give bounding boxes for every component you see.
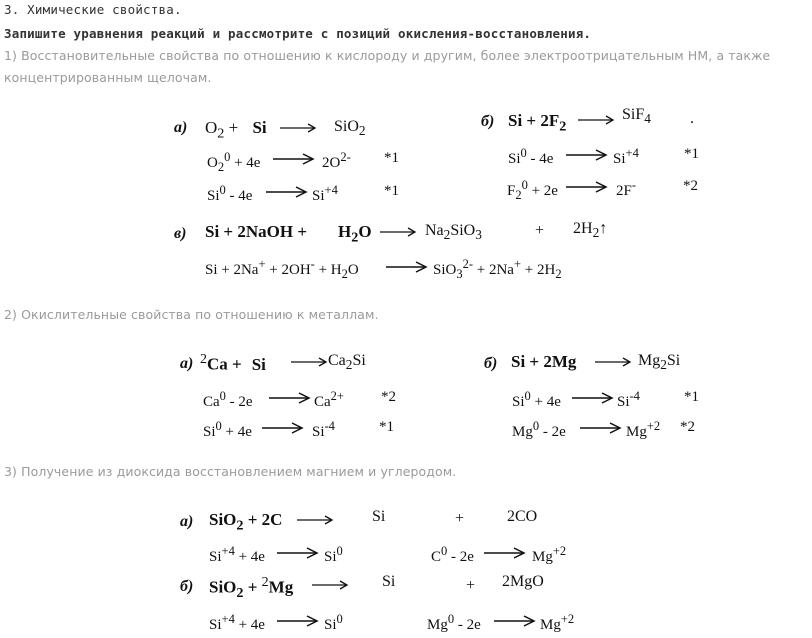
eq-a3-label: а) (180, 513, 194, 530)
eq-a3-reactants: SiO$_2$ + 2C (209, 510, 283, 534)
eq-b3-product-1: Si (382, 573, 396, 590)
eq-a2-reactants: $^2$Ca + Si (200, 352, 266, 374)
eq-a3-product-1: Si (372, 508, 386, 525)
eq-b3-product-2: 2MgO (502, 573, 544, 590)
eq-a2-half2-arrow (262, 421, 304, 435)
subsection-1-line1: 1) Восстановительные свойства по отношению к кислороду и другим, более электроотрицательным НМ, а также (4, 48, 771, 63)
eq-b1-half1: Si$^0$ - 4e (508, 146, 554, 167)
eq-b1-dot: . (690, 110, 694, 127)
eq-b3-half2-arrow (494, 614, 536, 628)
subsection-3: 3) Получение из диоксида восстановлением магнием и углеродом. (4, 464, 457, 479)
eq-a2-label: а) (180, 355, 194, 372)
eq-b3-label: б) (180, 578, 194, 595)
eq-b1-half1-arrow (566, 148, 608, 162)
section-title: 3. Химические свойства. (4, 2, 182, 17)
eq-b3-half2-product: $Mg^{+2}$ (540, 612, 575, 633)
eq-b2-half1-product: $Si^{-4}$ (617, 389, 640, 410)
eq-b3-half1-arrow (277, 614, 319, 628)
eq-a3-half2: $C^0 - 2e$ (431, 544, 474, 565)
eq-b3-reactants: SiO$_2$ + $^2$Mg (209, 575, 294, 602)
eq-b1-half2-product: 2F- (616, 178, 637, 199)
eq-b1-arrow (578, 114, 616, 126)
eq-b2-half2-product: $Mg^{+2}$ (626, 419, 661, 440)
eq-a2-half1-product: $Ca^{2+}$ (314, 389, 344, 410)
eq-b2-arrow (595, 356, 633, 368)
eq-a3-half1-arrow (277, 546, 319, 560)
eq-a2-half2-product: $Si^{-4}$ (312, 419, 335, 440)
eq-a1-half2-arrow (266, 185, 308, 199)
eq-b1-label: б) (481, 113, 495, 130)
eq-a3-half2-arrow (484, 546, 526, 560)
eq-b3-plus: + (466, 577, 476, 594)
eq-a1-label: а) (174, 119, 188, 136)
eq-b1-half2: $F_2^0 + 2e$ (507, 178, 558, 202)
eq-a3-arrow (297, 514, 335, 526)
eq-b2-half2: Mg$^0$ - 2e (512, 419, 566, 440)
eq-a1-half2-product: $Si^{+4}$ (312, 183, 338, 204)
eq-a2-half1-coef: *2 (381, 389, 396, 405)
eq-b3-half1: $Si^{+4} + 4e$ (209, 612, 265, 633)
task-text: Запишите уравнения реакций и рассмотрите с позиций окисления-восстановления. (4, 26, 592, 41)
eq-b2-label: б) (484, 355, 498, 372)
eq-v1-reactants-2: $H_2O$ (338, 222, 372, 246)
eq-a3-half2-product: $Mg^{+2}$ (532, 544, 567, 565)
eq-a1-arrow (280, 122, 318, 134)
eq-v1-product-1: $Na_2SiO_3$ (425, 222, 482, 243)
eq-a2-half2: $Si^0 + 4e$ (203, 419, 252, 440)
eq-a3-plus: + (455, 510, 465, 527)
eq-a1-half1-product: $2O^{2-}$ (322, 150, 351, 171)
eq-v1-ionic-arrow (386, 260, 428, 274)
eq-b2-half1-coef: *1 (684, 389, 699, 405)
eq-v1-label: в) (174, 225, 187, 242)
eq-b1-reactants: $Si + 2F_2$ (508, 111, 567, 135)
eq-v1-plus: + (535, 222, 545, 239)
eq-b3-arrow (312, 579, 350, 591)
eq-v1-reactants-1: Si + 2NaOH + (205, 222, 308, 241)
eq-a3-half1-product: Si$^0$ (324, 544, 343, 565)
eq-b1-half2-arrow (566, 180, 608, 194)
eq-b2-half2-coef: *2 (680, 419, 695, 435)
eq-a1-half2: Si$^0$ - 4e (207, 183, 253, 204)
eq-v1-arrow (380, 226, 418, 238)
eq-a2-arrow (291, 356, 329, 368)
eq-b2-half2-arrow (580, 421, 622, 435)
eq-a1-half2-coef: *1 (384, 183, 399, 199)
eq-b1-half2-coef: *2 (683, 178, 698, 194)
eq-a3-product-2: 2CO (507, 508, 538, 525)
eq-v1-product-2: $2H_2↑$ (573, 220, 608, 241)
eq-v1-ionic-left: $Si + 2Na^+ + 2OH^- + H_2O$ (205, 257, 359, 281)
eq-a1-half1-coef: *1 (384, 150, 399, 166)
subsection-1-line2: концентрированным щелочам. (4, 70, 212, 85)
eq-b1-half1-coef: *1 (684, 146, 699, 162)
eq-a2-half2-coef: *1 (379, 419, 394, 435)
eq-a2-half1-arrow (269, 391, 311, 405)
eq-b2-half1-arrow (572, 391, 614, 405)
eq-b2-reactants: Si + 2Mg (511, 352, 577, 371)
eq-b2-product: $Mg_2Si$ (638, 352, 681, 373)
eq-b3-half1-product: Si$^0$ (324, 612, 343, 633)
eq-a2-product: $Ca_2Si$ (328, 352, 366, 373)
eq-v1-ionic-right: $SiO_3^{2-} + 2Na^+ + 2H_2$ (433, 257, 562, 281)
eq-a3-half1: $Si^{+4} + 4e$ (209, 544, 265, 565)
eq-b2-half1: $Si^0 + 4e$ (512, 389, 561, 410)
eq-b3-half2: Mg$^0$ - 2e (427, 612, 481, 633)
eq-a1-product: SiO$_2$ (334, 118, 366, 139)
eq-a1-half1: $O_2^0 + 4e$ (207, 150, 261, 174)
eq-b1-product: SiF$_4$ (622, 106, 651, 127)
eq-a1-reactants: $O_2 + Si$ (205, 118, 267, 142)
subsection-2: 2) Окислительные свойства по отношению к металлам. (4, 307, 379, 322)
eq-b1-half1-product: $Si^{+4}$ (613, 146, 639, 167)
eq-a2-half1: Ca$^0$ - 2e (203, 389, 253, 410)
eq-a1-half1-arrow (273, 152, 315, 166)
